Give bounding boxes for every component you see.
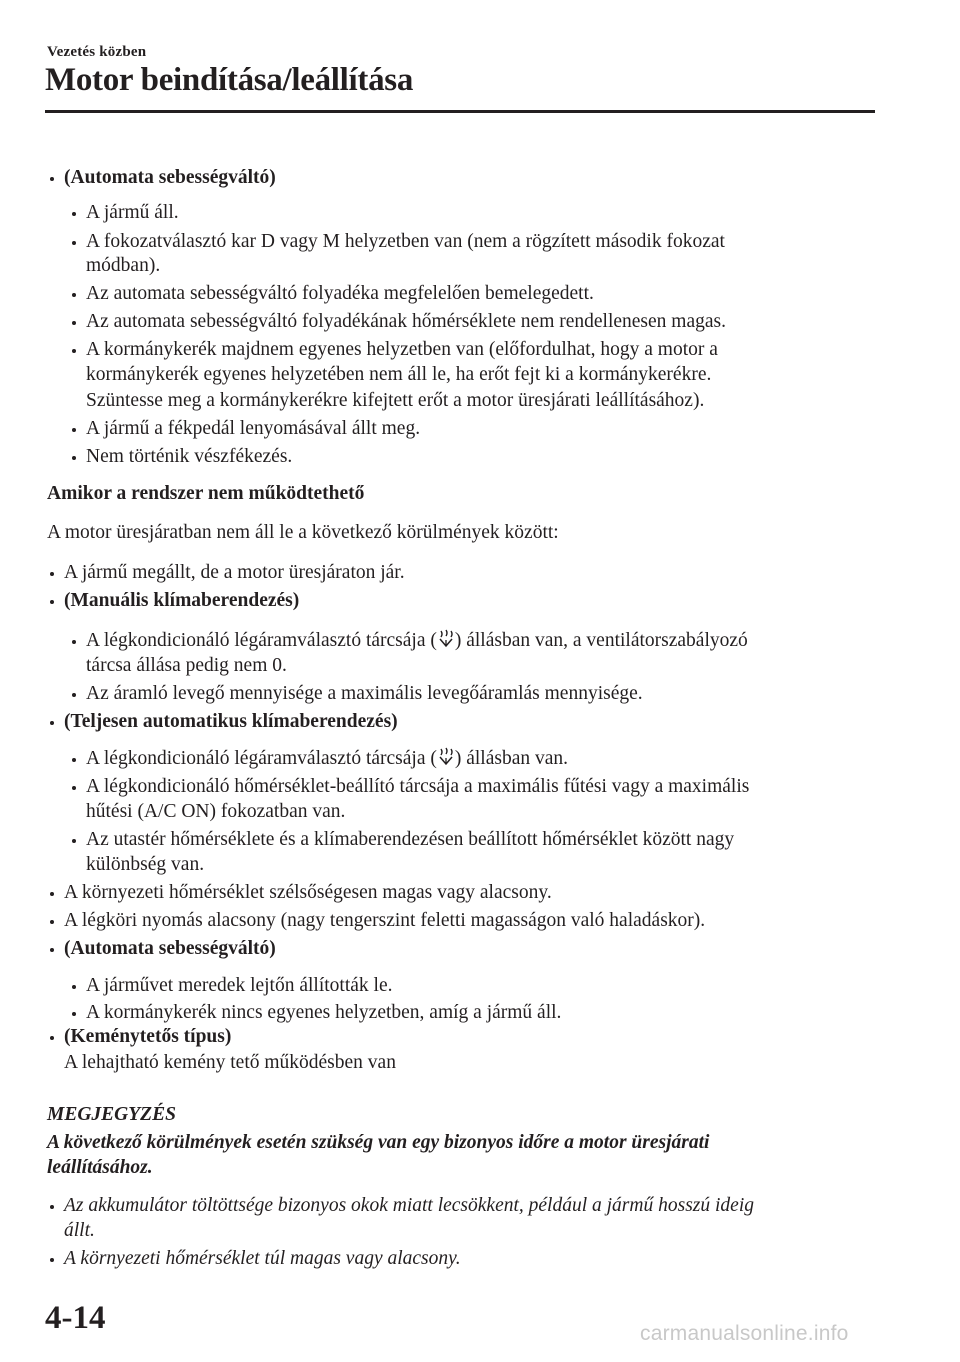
text-line xyxy=(64,560,405,586)
line-text: Nem történik vészfékezés. xyxy=(86,446,293,467)
text-line xyxy=(86,973,393,999)
line-text: Az automata sebességváltó folyadékának hőmérséklete nem rendellenesen magas. xyxy=(86,311,726,332)
bullet-dot xyxy=(72,1012,76,1016)
text-line xyxy=(64,1024,231,1050)
page-title: Motor beindítása/leállítása xyxy=(45,62,414,98)
bullet-dot xyxy=(72,293,76,297)
bullet-dot xyxy=(72,640,76,644)
line-text: (Automata sebességváltó) xyxy=(64,167,276,188)
line-text: A légkondicionáló légáramválasztó tárcsája ( xyxy=(86,748,437,769)
bullet-dot xyxy=(50,721,54,725)
bullet-dot xyxy=(72,758,76,762)
text-line xyxy=(86,444,292,470)
text-line xyxy=(64,1218,95,1244)
text-line xyxy=(86,799,345,825)
line-text: A lehajtható kemény tető működésben van xyxy=(64,1052,396,1073)
bullet-dot xyxy=(72,241,76,245)
text-line xyxy=(86,681,643,707)
line-text-after-icon: ) állásban van. xyxy=(454,748,569,769)
text-line xyxy=(86,281,594,307)
line-text: (Keménytetős típus) xyxy=(64,1026,232,1047)
text-line xyxy=(47,1130,709,1156)
line-text: A következő körülmények esetén szükség van egy bizonyos időre a motor üresjárati xyxy=(47,1132,710,1153)
text-line xyxy=(47,1155,153,1181)
bullet-dot xyxy=(50,920,54,924)
line-text: A motor üresjáratban nem áll le a következő körülmények között: xyxy=(47,522,559,543)
text-line xyxy=(64,165,276,191)
bullet-dot xyxy=(72,456,76,460)
line-text: A járművet meredek lejtőn állították le. xyxy=(86,975,393,996)
text-line xyxy=(86,229,725,255)
bullet-dot xyxy=(50,600,54,604)
line-text: A jármű megállt, de a motor üresjáraton jár. xyxy=(64,562,405,583)
watermark: carmanualsonline.info xyxy=(640,1322,849,1345)
line-text: állt. xyxy=(64,1220,95,1241)
line-text: Az utastér hőmérséklete és a klímaberendezésen beállított hőmérséklet között nagy xyxy=(86,829,735,850)
text-line xyxy=(64,1050,396,1076)
text-line xyxy=(86,337,718,363)
text-line xyxy=(47,1102,176,1128)
line-text: A környezeti hőmérséklet szélsőségesen magas vagy alacsony. xyxy=(64,882,552,903)
text-line xyxy=(47,520,559,546)
line-text: A légkondicionáló légáramválasztó tárcsája ( xyxy=(86,630,437,651)
text-line xyxy=(86,653,287,679)
line-text: leállításához. xyxy=(47,1157,153,1178)
line-text: Amikor a rendszer nem működtethető xyxy=(47,483,365,504)
text-line xyxy=(86,1000,561,1026)
text-line xyxy=(86,827,734,853)
text-line xyxy=(86,362,711,388)
line-text: hűtési (A/C ON) fokozatban van. xyxy=(86,801,346,822)
text-line xyxy=(64,588,299,614)
bullet-dot xyxy=(72,985,76,989)
line-text: módban). xyxy=(86,255,161,276)
text-line xyxy=(86,253,160,279)
text-line xyxy=(64,880,552,906)
defroster-vent-icon xyxy=(438,629,454,649)
text-line xyxy=(86,388,704,414)
text-line xyxy=(86,200,179,226)
text-line xyxy=(86,746,568,772)
text-line xyxy=(86,852,204,878)
line-text: A kormánykerék nincs egyenes helyzetben, amíg a jármű áll. xyxy=(86,1002,562,1023)
line-text: MEGJEGYZÉS xyxy=(47,1104,176,1125)
text-line xyxy=(86,628,748,654)
header-divider xyxy=(45,110,875,113)
bullet-dot xyxy=(72,212,76,216)
line-text: kormánykerék egyenes helyzetében nem áll le, ha erőt fejt ki a kormánykerékre. xyxy=(86,364,712,385)
line-text: Az akkumulátor töltöttsége bizonyos okok miatt lecsökkent, például a jármű hosszú ideig xyxy=(64,1195,754,1216)
line-text-after-icon: ) állásban van, a ventilátorszabályozó xyxy=(454,630,748,651)
text-line xyxy=(86,416,420,442)
line-text: A légkondicionáló hőmérséklet-beállító tárcsája a maximális fűtési vagy a maximális xyxy=(86,776,750,797)
line-text: Az áramló levegő mennyisége a maximális levegőáramlás mennyisége. xyxy=(86,683,643,704)
line-text: A kormánykerék majdnem egyenes helyzetben van (előfordulhat, hogy a motor a xyxy=(86,339,718,360)
bullet-dot xyxy=(72,321,76,325)
bullet-dot xyxy=(50,892,54,896)
text-line xyxy=(47,481,364,507)
bullet-dot xyxy=(50,572,54,576)
page-number: 4-14 xyxy=(45,1300,106,1336)
bullet-dot xyxy=(72,839,76,843)
text-line xyxy=(64,908,705,934)
line-text: (Automata sebességváltó) xyxy=(64,938,276,959)
bullet-dot xyxy=(50,177,54,181)
bullet-dot xyxy=(50,1205,54,1209)
line-text: (Manuális klímaberendezés) xyxy=(64,590,300,611)
line-text: A jármű áll. xyxy=(86,202,179,223)
text-line xyxy=(64,1246,461,1272)
bullet-dot xyxy=(72,349,76,353)
bullet-dot xyxy=(72,428,76,432)
bullet-dot xyxy=(50,1036,54,1040)
text-line xyxy=(64,1193,754,1219)
bullet-dot xyxy=(72,693,76,697)
line-text: Az automata sebességváltó folyadéka megfelelően bemelegedett. xyxy=(86,283,594,304)
text-line xyxy=(64,936,276,962)
text-line xyxy=(86,309,726,335)
line-text: A fokozatválasztó kar D vagy M helyzetben van (nem a rögzített második fokozat xyxy=(86,231,725,252)
bullet-dot xyxy=(50,1258,54,1262)
line-text: tárcsa állása pedig nem 0. xyxy=(86,655,287,676)
line-text: (Teljesen automatikus klímaberendezés) xyxy=(64,711,398,732)
line-text: különbség van. xyxy=(86,854,205,875)
text-line xyxy=(86,774,749,800)
bullet-dot xyxy=(50,948,54,952)
line-text: A környezeti hőmérséklet túl magas vagy alacsony. xyxy=(64,1248,461,1269)
bullet-dot xyxy=(72,786,76,790)
line-text: Szüntesse meg a kormánykerékre kifejtett erőt a motor üresjárati leállításához). xyxy=(86,390,705,411)
line-text: A légköri nyomás alacsony (nagy tengerszint feletti magasságon való haladáskor). xyxy=(64,910,706,931)
section-label: Vezetés közben xyxy=(47,44,147,60)
line-text: A jármű a fékpedál lenyomásával állt meg. xyxy=(86,418,421,439)
text-line xyxy=(64,709,398,735)
defroster-vent-icon xyxy=(438,747,454,767)
